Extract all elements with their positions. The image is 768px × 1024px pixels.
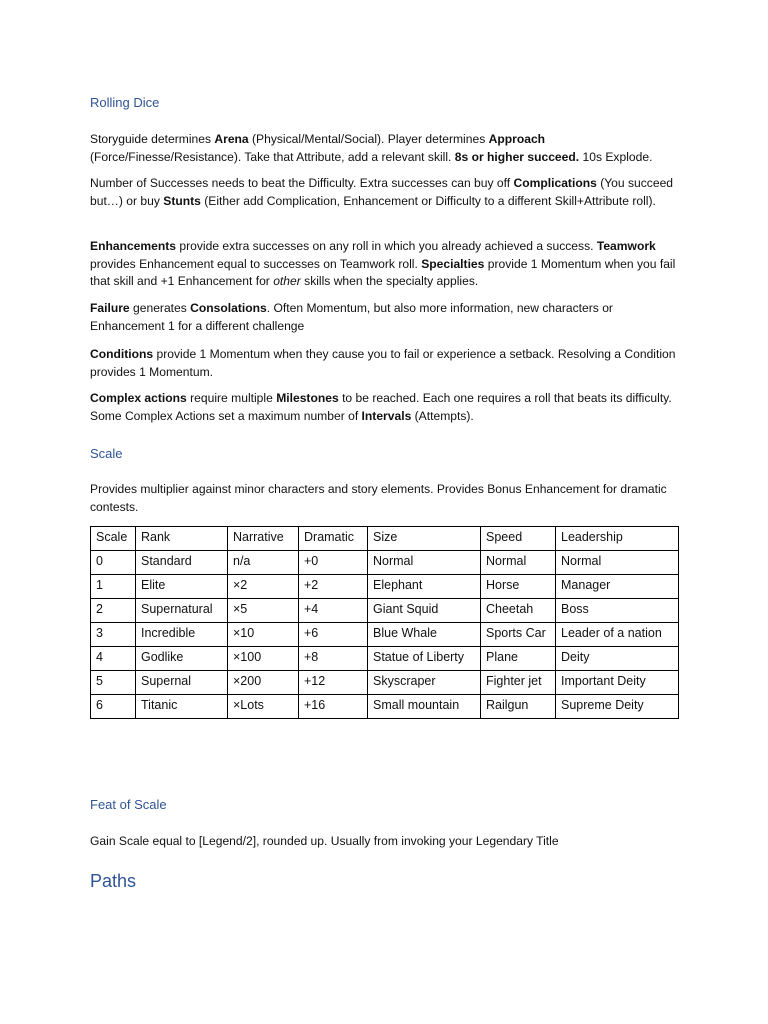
table-cell: 6 xyxy=(91,695,136,719)
table-cell: Elite xyxy=(136,575,228,599)
table-cell: +0 xyxy=(299,551,368,575)
heading-feat-of-scale: Feat of Scale xyxy=(90,797,167,812)
table-header-cell: Scale xyxy=(91,527,136,551)
paragraph-feat-of-scale: Gain Scale equal to [Legend/2], rounded up. Usually from invoking your Legendary Title xyxy=(90,834,559,848)
table-cell: Cheetah xyxy=(481,599,556,623)
paragraph-successes: Number of Successes needs to beat the Difficulty. Extra successes can buy off Complications (You succeed but…) or buy Stunts (Either add Complication, Enhancement or Difficulty to a different Skill+Attribute roll). xyxy=(90,176,674,208)
table-row xyxy=(91,551,679,575)
table-cell: +12 xyxy=(299,671,368,695)
heading-scale: Scale xyxy=(90,446,123,461)
table-cell: Supernatural xyxy=(136,599,228,623)
table-cell: Small mountain xyxy=(368,695,481,719)
table-cell: 1 xyxy=(91,575,136,599)
paragraph-failure: Failure generates Consolations. Often Momentum, but also more information, new characters or Enhancement 1 for a different challenge xyxy=(90,301,613,333)
table-cell: 4 xyxy=(91,647,136,671)
table-cell: Fighter jet xyxy=(481,671,556,695)
table-cell: 5 xyxy=(91,671,136,695)
table-cell: Blue Whale xyxy=(368,623,481,647)
table-cell: ×10 xyxy=(228,623,299,647)
table-cell: Manager xyxy=(556,575,679,599)
table-cell: Leader of a nation xyxy=(556,623,679,647)
paragraph-enhancements: Enhancements provide extra successes on any roll in which you already achieved a success. Teamwork provides Enhancement equal to successes on Teamwork roll. Specialties provide 1 Momentum when you fail that skill and +1 Enhancement for other skills when the specialty applies. xyxy=(90,239,676,288)
scale-table xyxy=(90,526,679,719)
table-cell: Deity xyxy=(556,647,679,671)
table-cell: +2 xyxy=(299,575,368,599)
table-cell: Godlike xyxy=(136,647,228,671)
table-cell: Boss xyxy=(556,599,679,623)
table-header-cell: Rank xyxy=(136,527,228,551)
table-cell: Normal xyxy=(556,551,679,575)
table-cell: n/a xyxy=(228,551,299,575)
table-header-cell: Speed xyxy=(481,527,556,551)
table-cell: Plane xyxy=(481,647,556,671)
table-row xyxy=(91,695,679,719)
table-cell: Important Deity xyxy=(556,671,679,695)
table-cell: Statue of Liberty xyxy=(368,647,481,671)
table-cell: 2 xyxy=(91,599,136,623)
table-header-cell: Narrative xyxy=(228,527,299,551)
table-cell: Sports Car xyxy=(481,623,556,647)
table-cell: ×200 xyxy=(228,671,299,695)
paragraph-scale-intro: Provides multiplier against minor characters and story elements. Provides Bonus Enhancement for dramatic contests. xyxy=(90,482,667,514)
table-row xyxy=(91,647,679,671)
table-cell: Supreme Deity xyxy=(556,695,679,719)
table-cell: Elephant xyxy=(368,575,481,599)
table-cell: Railgun xyxy=(481,695,556,719)
table-header-cell: Leadership xyxy=(556,527,679,551)
table-row xyxy=(91,671,679,695)
paragraph-arena-approach: Storyguide determines Arena (Physical/Mental/Social). Player determines Approach (Force/Finesse/Resistance). Take that Attribute, add a relevant skill. 8s or higher succeed. 10s Explode. xyxy=(90,132,653,164)
table-cell: +6 xyxy=(299,623,368,647)
table-cell: Titanic xyxy=(136,695,228,719)
heading-paths: Paths xyxy=(90,871,137,891)
table-cell: Normal xyxy=(368,551,481,575)
table-cell: ×5 xyxy=(228,599,299,623)
table-header-cell: Dramatic xyxy=(299,527,368,551)
table-cell: ×Lots xyxy=(228,695,299,719)
table-cell: ×2 xyxy=(228,575,299,599)
table-header-cell: Size xyxy=(368,527,481,551)
heading-rolling-dice: Rolling Dice xyxy=(90,95,160,110)
table-cell: +8 xyxy=(299,647,368,671)
table-cell: Normal xyxy=(481,551,556,575)
table-cell: Incredible xyxy=(136,623,228,647)
table-cell: Skyscraper xyxy=(368,671,481,695)
table-header-row xyxy=(91,527,679,551)
table-cell: 3 xyxy=(91,623,136,647)
table-cell: Supernal xyxy=(136,671,228,695)
paragraph-conditions: Conditions provide 1 Momentum when they cause you to fail or experience a setback. Resolving a Condition provides 1 Momentum. xyxy=(90,347,676,379)
table-cell: +4 xyxy=(299,599,368,623)
table-row xyxy=(91,599,679,623)
paragraph-complex-actions: Complex actions require multiple Milestones to be reached. Each one requires a roll that beats its difficulty. Some Complex Actions set a maximum number of Intervals (Attempts). xyxy=(90,391,672,423)
table-cell: Giant Squid xyxy=(368,599,481,623)
table-cell: 0 xyxy=(91,551,136,575)
table-cell: Horse xyxy=(481,575,556,599)
table-cell: +16 xyxy=(299,695,368,719)
table-cell: Standard xyxy=(136,551,228,575)
table-cell: ×100 xyxy=(228,647,299,671)
table-row xyxy=(91,575,679,599)
table-row xyxy=(91,623,679,647)
